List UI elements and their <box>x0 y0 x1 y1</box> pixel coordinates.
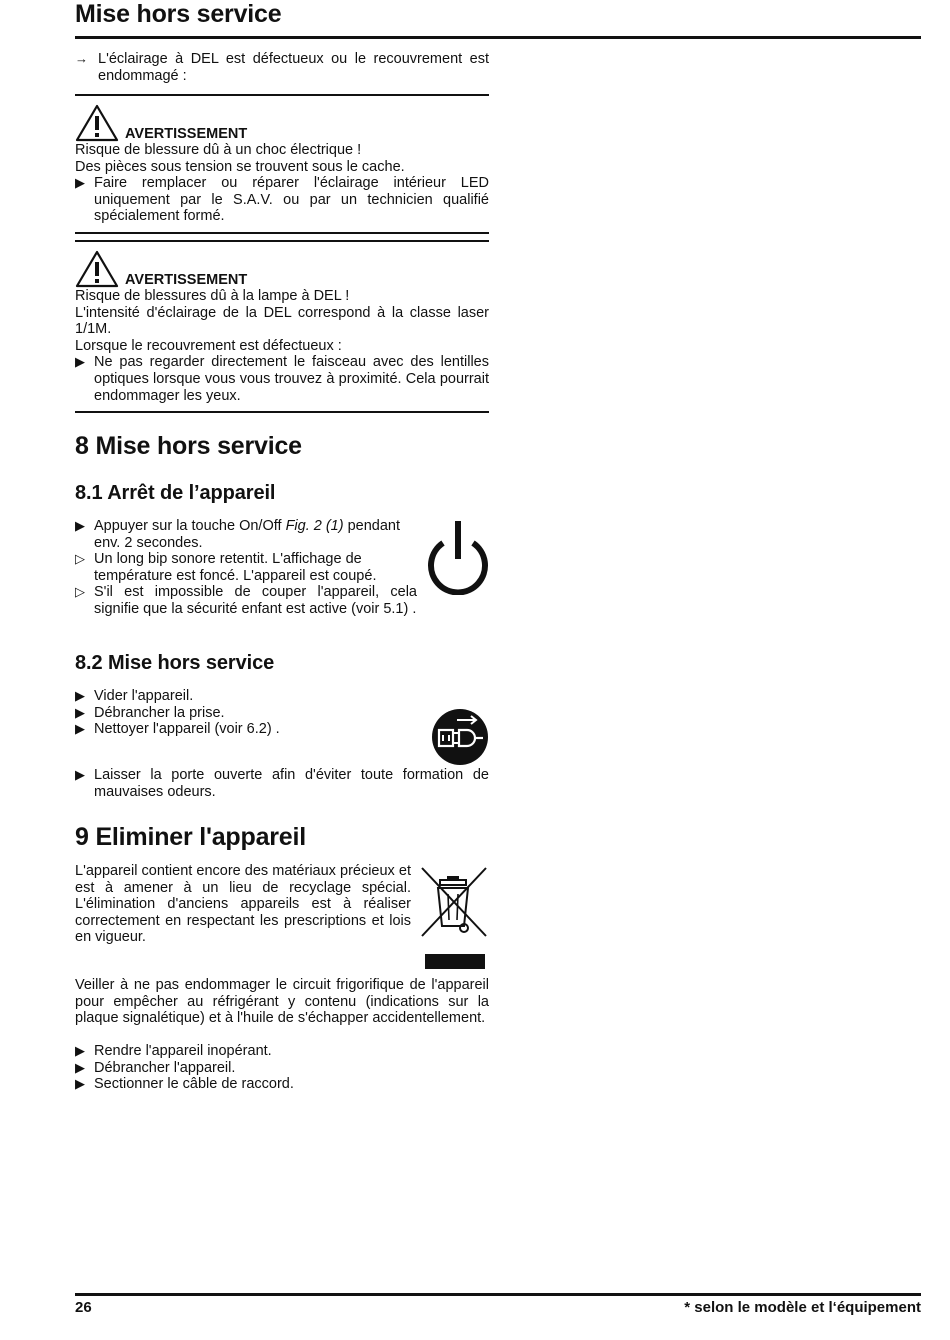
section9-step2: Débrancher l'appareil. <box>94 1059 236 1076</box>
warning2-line2: L'intensité d'éclairage de la DEL correspond à la classe laser 1/1M. <box>75 304 489 338</box>
result-marker: ▷ <box>75 584 85 600</box>
power-icon <box>425 519 491 600</box>
section8-2-step4-block <box>75 767 489 800</box>
crossed-out-wheelie-bin-icon <box>420 866 490 975</box>
action-marker: ▶ <box>75 518 85 533</box>
section9-title: 9 Eliminer l'appareil <box>75 823 307 851</box>
section9-para2: Veiller à ne pas endommager le circuit frigorifique de l'appareil pour empêcher au réfrigérant y contenu (indications sur la plaque signalétique) et à l'huile de s'échapper accidentellement. <box>75 977 489 1027</box>
section8-2-steps <box>75 688 415 738</box>
action-marker: ▶ <box>75 1059 85 1075</box>
warning1-block <box>75 102 489 225</box>
action-marker: ▶ <box>75 721 85 737</box>
action-marker: ▶ <box>75 175 85 191</box>
page-header-title: Mise hors service <box>75 0 282 28</box>
step1-suffix: pendant env. 2 secondes. <box>94 518 401 551</box>
action-marker: ▶ <box>75 704 85 720</box>
section8-2-step1: Vider l'appareil. <box>94 688 194 704</box>
unplug-icon <box>431 708 489 771</box>
action-marker: ▶ <box>75 1076 85 1092</box>
warning2-step: Ne pas regarder directement le faisceau avec des lentilles optiques lorsque vous vous trouvez à proximité. Cela pourrait endommager les yeux. <box>94 354 489 404</box>
footer-note: * selon le modèle et l‘équipement <box>684 1299 921 1316</box>
warning2-block <box>75 248 489 404</box>
warning1-line1: Risque de blessure dû à un choc électrique ! <box>75 142 362 158</box>
header-rule <box>75 36 921 39</box>
warning1-step: Faire remplacer ou réparer l'éclairage intérieur LED uniquement par le S.A.V. ou par un technicien qualifié spécialement formé. <box>94 175 489 225</box>
section8-2-step4: Laisser la porte ouverte afin d'éviter toute formation de mauvaises odeurs. <box>94 767 489 800</box>
intro-text: L'éclairage à DEL est défectueux ou le recouvrement est endommagé : <box>98 51 489 84</box>
section8-2-step2: Débrancher la prise. <box>94 704 225 721</box>
step1-prefix: Appuyer sur la touche On/Off <box>94 518 286 534</box>
warning2-top-rule <box>75 240 489 242</box>
warning2-title: AVERTISSEMENT <box>125 272 248 288</box>
action-marker: ▶ <box>75 767 85 782</box>
warning2-line1: Risque de blessures dû à la lampe à DEL ! <box>75 288 350 304</box>
section8-title: 8 Mise hors service <box>75 432 302 460</box>
warning1-title: AVERTISSEMENT <box>125 126 248 142</box>
intro-condition <box>75 51 489 84</box>
warning2-line3: Lorsque le recouvrement est défectueux : <box>75 337 342 354</box>
warning2-bottom-rule <box>75 411 489 413</box>
warning1-top-rule <box>75 94 489 96</box>
section9-step3: Sectionner le câble de raccord. <box>94 1076 294 1093</box>
section8-1-steps <box>75 518 417 618</box>
warning1-line2: Des pièces sous tension se trouvent sous le cache. <box>75 158 405 175</box>
section8-2-step3: Nettoyer l'appareil (voir 6.2) . <box>94 721 280 738</box>
condition-arrow: → <box>75 51 88 66</box>
figure-reference: Fig. 2 (1) <box>285 518 344 534</box>
warning1-bottom-rule <box>75 232 489 234</box>
warning-triangle-icon <box>75 250 119 288</box>
action-marker: ▶ <box>75 1043 85 1058</box>
action-marker: ▶ <box>75 354 85 370</box>
section9-para1: L'appareil contient encore des matériaux précieux et est à amener à un lieu de recyclage spécial. L'élimination d'anciens appareils est à réaliser correctement en respectant les prescriptions et lois en vigueur. <box>75 863 411 946</box>
section9-step1: Rendre l'appareil inopérant. <box>94 1043 272 1059</box>
footer-rule <box>75 1293 921 1296</box>
warning-triangle-icon <box>75 104 119 142</box>
section8-1-result2: S'il est impossible de couper l'appareil, cela signifie que la sécurité enfant est active (voir 5.1) . <box>94 584 417 617</box>
section8-1-result1: Un long bip sonore retentit. L'affichage de température est foncé. L'appareil est coupé. <box>94 551 377 584</box>
section8-2-title: 8.2 Mise hors service <box>75 652 275 674</box>
section8-1-title: 8.1 Arrêt de l’appareil <box>75 482 276 504</box>
action-marker: ▶ <box>75 688 85 703</box>
section9-steps <box>75 1043 489 1093</box>
section8-1-step1 <box>94 518 417 551</box>
page-number: 26 <box>75 1299 92 1316</box>
result-marker: ▷ <box>75 551 85 567</box>
